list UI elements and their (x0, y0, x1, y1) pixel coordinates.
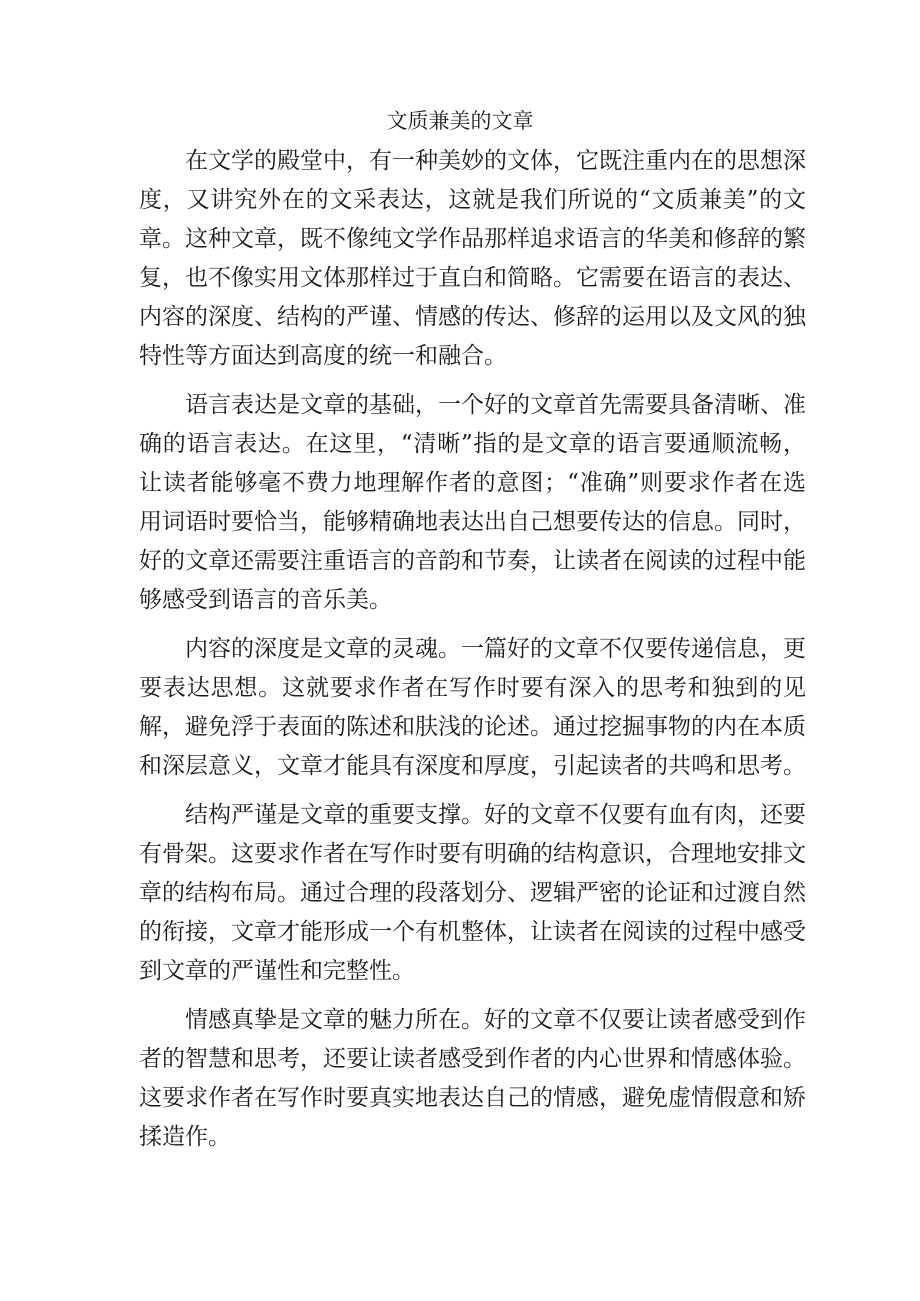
document-body (139, 142, 806, 1167)
paragraph-content-depth: 内容的深度是文章的灵魂。一篇好的文章不仅要传递信息，更要表达思想。这就要求作者在写作时要有深入的思考和独到的见解，避免浮于表面的陈述和肤浅的论述。通过挖掘事物的内在本质和深层意义，文章才能具有深度和厚度，引起读者的共鸣和思考。 (139, 636, 806, 779)
document-title: 文质兼美的文章 (386, 109, 534, 133)
paragraph-emotion: 情感真挚是文章的魅力所在。好的文章不仅要让读者感受到作者的智慧和思考，还要让读者感受到作者的内心世界和情感体验。这要求作者在写作时要真实地表达自己的情感，避免虚情假意和矫揉造作。 (139, 1007, 806, 1150)
paragraph-intro: 在文学的殿堂中，有一种美妙的文体，它既注重内在的思想深度，又讲究外在的文采表达，这就是我们所说的“文质兼美”的文章。这种文章，既不像纯文学作品那样追求语言的华美和修辞的繁复，也不像实用文体那样过于直白和简略。它需要在语言的表达、内容的深度、结构的严谨、情感的传达、修辞的运用以及文风的独特性等方面达到高度的统一和融合。 (139, 148, 806, 369)
paragraph-language: 语言表达是文章的基础，一个好的文章首先需要具备清晰、准确的语言表达。在这里，“清晰”指的是文章的语言要通顺流畅，让读者能够毫不费力地理解作者的意图；“准确”则要求作者在选用词语时要恰当，能够精确地表达出自己想要传达的信息。同时，好的文章还需要注重语言的音韵和节奏，让读者在阅读的过程中能够感受到语言的音乐美。 (139, 392, 806, 613)
paragraph-structure: 结构严谨是文章的重要支撑。好的文章不仅要有血有肉，还要有骨架。这要求作者在写作时要有明确的结构意识，合理地安排文章的结构布局。通过合理的段落划分、逻辑严密的论证和过渡自然的衔接，文章才能形成一个有机整体，让读者在阅读的过程中感受到文章的严谨性和完整性。 (139, 802, 806, 984)
